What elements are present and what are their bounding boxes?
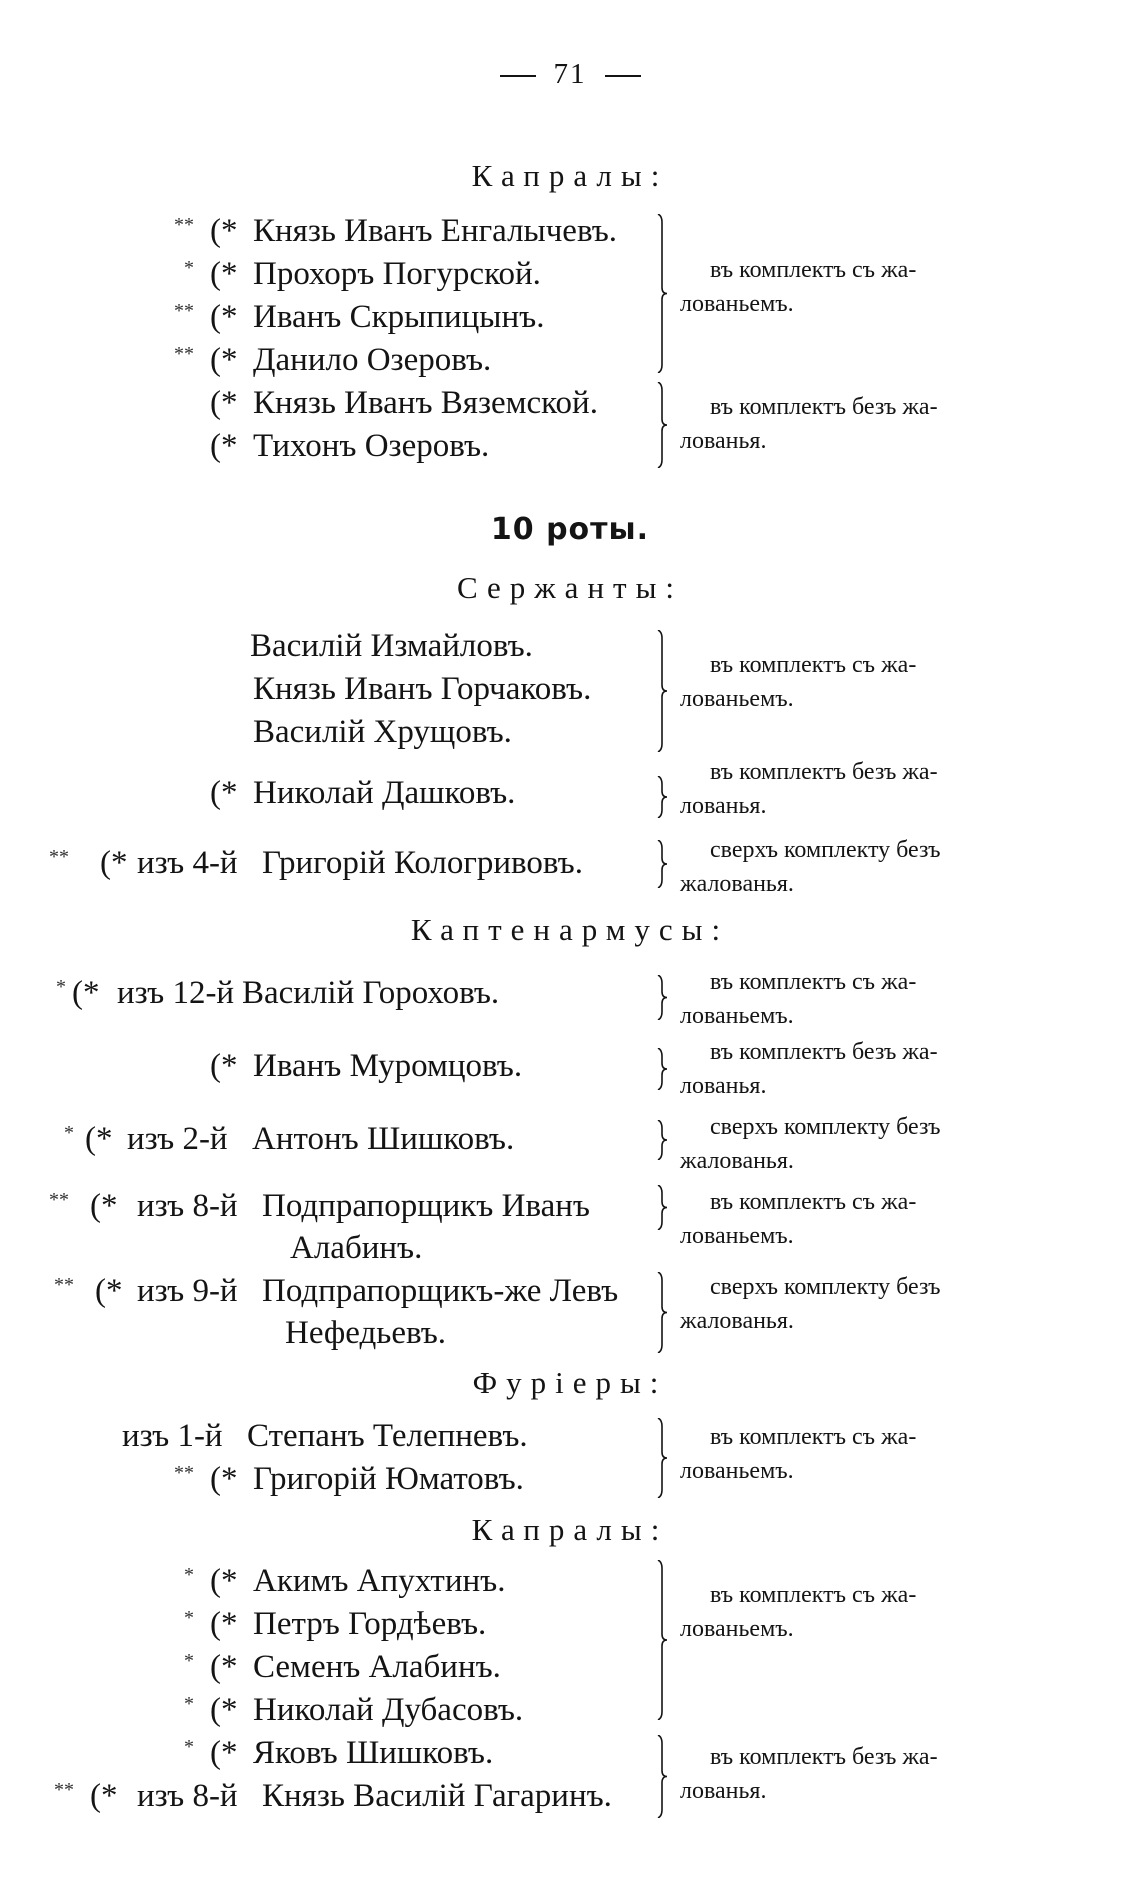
roster-row bbox=[0, 1732, 660, 1774]
curly-brace bbox=[656, 214, 668, 373]
note-line-1: въ комплектъ съ жа- bbox=[710, 1189, 917, 1215]
asterisk-mark: * bbox=[184, 1736, 194, 1758]
person-name: Григорій Юматовъ. bbox=[253, 1461, 524, 1497]
person-name: Григорій Кологривовъ. bbox=[262, 845, 583, 881]
paren-mark: (* bbox=[210, 775, 238, 811]
curly-brace bbox=[656, 975, 668, 1020]
roster-row bbox=[0, 972, 660, 1014]
paren-mark: (* bbox=[72, 975, 100, 1011]
status-note bbox=[680, 390, 938, 458]
curly-brace bbox=[656, 1418, 668, 1498]
paren-mark: (* bbox=[85, 1121, 113, 1157]
heading-kaprals-1: Капралы: bbox=[471, 158, 669, 193]
asterisk-mark: ** bbox=[54, 1779, 74, 1801]
note-line-2: лованьемъ. bbox=[680, 686, 794, 712]
person-name: Петръ Гордѣевъ. bbox=[253, 1606, 487, 1642]
status-note bbox=[680, 1420, 916, 1488]
heading-kaptenarmusy: Каптенармусы: bbox=[410, 912, 730, 947]
note-line-2: лованьемъ. bbox=[680, 1458, 794, 1484]
paren-mark: (* bbox=[210, 299, 238, 335]
roster-row bbox=[0, 1270, 660, 1312]
heading-furiery: Фуріеры: bbox=[472, 1365, 668, 1400]
roster-row bbox=[0, 1689, 660, 1731]
note-line-2: лованья. bbox=[680, 1778, 767, 1804]
asterisk-mark: * bbox=[184, 1650, 194, 1672]
note-line-2: лованьемъ. bbox=[680, 1223, 794, 1249]
person-name: Яковъ Шишковъ. bbox=[253, 1735, 494, 1771]
transfer-origin: изъ 4-й bbox=[137, 845, 238, 881]
asterisk-mark: ** bbox=[174, 1462, 194, 1484]
person-name: Степанъ Телепневъ. bbox=[247, 1418, 528, 1454]
note-line-1: въ комплектъ съ жа- bbox=[710, 1424, 917, 1450]
note-line-1: сверхъ комплекту безъ bbox=[710, 1274, 941, 1300]
status-note bbox=[680, 965, 916, 1033]
note-line-2: лованьемъ. bbox=[680, 1616, 794, 1642]
roster-row bbox=[0, 1227, 660, 1269]
curly-brace bbox=[656, 776, 668, 818]
person-name: Нефедьевъ. bbox=[285, 1315, 447, 1351]
roster-row bbox=[0, 668, 660, 710]
note-line-2: лованьемъ. bbox=[680, 1003, 794, 1029]
asterisk-mark: * bbox=[184, 1607, 194, 1629]
roster-row bbox=[0, 1775, 660, 1817]
asterisk-mark: * bbox=[184, 1564, 194, 1586]
roster-row bbox=[0, 425, 660, 467]
roster-row bbox=[0, 382, 660, 424]
person-name: Василій Хрущовъ. bbox=[253, 714, 512, 750]
roster-row bbox=[0, 1118, 660, 1160]
paren-mark: (* bbox=[210, 213, 238, 249]
note-line-1: въ комплектъ съ жа- bbox=[710, 1582, 917, 1608]
paren-mark: (* bbox=[210, 385, 238, 421]
status-note bbox=[680, 755, 938, 823]
person-name: Николай Дубасовъ. bbox=[253, 1692, 524, 1728]
roster-row bbox=[0, 210, 660, 252]
heading-serzhanty: Сержанты: bbox=[456, 570, 684, 605]
status-note bbox=[680, 1035, 938, 1103]
paren-mark: (* bbox=[210, 1048, 238, 1084]
person-name: Николай Дашковъ. bbox=[253, 775, 516, 811]
asterisk-mark: * bbox=[64, 1122, 74, 1144]
note-line-2: лованья. bbox=[680, 1073, 767, 1099]
curly-brace bbox=[656, 1272, 668, 1353]
roster-row bbox=[0, 1312, 660, 1354]
page-number-text: 71 bbox=[553, 58, 587, 90]
asterisk-mark: ** bbox=[174, 300, 194, 322]
note-line-2: лованья. bbox=[680, 793, 767, 819]
person-name: Семенъ Алабинъ. bbox=[253, 1649, 501, 1685]
person-name: Прохоръ Погурской. bbox=[253, 256, 541, 292]
note-line-1: въ комплектъ съ жа- bbox=[710, 969, 917, 995]
paren-mark: (* bbox=[210, 342, 238, 378]
paren-mark: (* bbox=[90, 1778, 118, 1814]
status-note bbox=[680, 1185, 916, 1253]
page-number bbox=[0, 58, 1140, 91]
roster-row bbox=[0, 1458, 660, 1500]
transfer-origin: изъ 8-й bbox=[137, 1778, 238, 1814]
asterisk-mark: ** bbox=[174, 343, 194, 365]
asterisk-mark: ** bbox=[49, 846, 69, 868]
person-name: Князь Иванъ Енгалычевъ. bbox=[253, 213, 618, 249]
person-name: Иванъ Скрыпицынъ. bbox=[253, 299, 545, 335]
curly-brace bbox=[656, 1185, 668, 1230]
heading-kaprals-2: Капралы: bbox=[471, 1512, 669, 1547]
asterisk-mark: * bbox=[184, 1693, 194, 1715]
transfer-origin: изъ 9-й bbox=[137, 1273, 238, 1309]
paren-mark: (* bbox=[210, 1735, 238, 1771]
person-name: Подпрапорщикъ Иванъ bbox=[262, 1188, 590, 1224]
paren-mark: (* bbox=[210, 1649, 238, 1685]
person-name: Василій Измайловъ. bbox=[250, 628, 533, 664]
person-name: Тихонъ Озеровъ. bbox=[253, 428, 490, 464]
transfer-origin: изъ 12-й bbox=[117, 975, 235, 1011]
person-name: Князь Василій Гагаринъ. bbox=[262, 1778, 612, 1814]
note-line-1: сверхъ комплекту безъ bbox=[710, 837, 941, 863]
asterisk-mark: ** bbox=[54, 1274, 74, 1296]
paren-mark: (* bbox=[210, 1461, 238, 1497]
status-note bbox=[680, 648, 916, 716]
status-note bbox=[680, 1578, 916, 1646]
status-note bbox=[680, 1740, 938, 1808]
paren-mark: (* bbox=[210, 428, 238, 464]
curly-brace bbox=[656, 1048, 668, 1090]
paren-mark: (* bbox=[95, 1273, 123, 1309]
transfer-origin: изъ 8-й bbox=[137, 1188, 238, 1224]
roster-row bbox=[0, 625, 660, 667]
note-line-2: жалованья. bbox=[680, 871, 794, 897]
asterisk-mark: ** bbox=[174, 214, 194, 236]
roster-row bbox=[0, 1185, 660, 1227]
roster-row bbox=[0, 772, 660, 814]
roster-row bbox=[0, 711, 660, 753]
person-name: Подпрапорщикъ-же Левъ bbox=[262, 1273, 619, 1309]
roster-row bbox=[0, 842, 660, 884]
person-name: Алабинъ. bbox=[290, 1230, 423, 1266]
note-line-2: лованья. bbox=[680, 428, 767, 454]
note-line-2: жалованья. bbox=[680, 1148, 794, 1174]
curly-brace bbox=[656, 840, 668, 888]
roster-row bbox=[0, 1045, 660, 1087]
person-name: Данило Озеровъ. bbox=[253, 342, 492, 378]
transfer-origin: изъ 2-й bbox=[127, 1121, 228, 1157]
roster-row bbox=[0, 339, 660, 381]
curly-brace bbox=[656, 1120, 668, 1160]
person-name: Князь Иванъ Вяземской. bbox=[253, 385, 598, 421]
asterisk-mark: * bbox=[56, 976, 66, 998]
person-name: Князь Иванъ Горчаковъ. bbox=[253, 671, 592, 707]
person-name: Акимъ Апухтинъ. bbox=[253, 1563, 506, 1599]
person-name: Василій Гороховъ. bbox=[242, 975, 500, 1011]
asterisk-mark: * bbox=[184, 257, 194, 279]
paren-mark: (* bbox=[210, 1563, 238, 1599]
status-note bbox=[680, 833, 940, 901]
person-name: Иванъ Муромцовъ. bbox=[253, 1048, 523, 1084]
curly-brace bbox=[656, 382, 668, 468]
note-line-1: въ комплектъ безъ жа- bbox=[710, 394, 938, 420]
roster-row bbox=[0, 1603, 660, 1645]
note-line-1: въ комплектъ съ жа- bbox=[710, 652, 917, 678]
paren-mark: (* bbox=[210, 1692, 238, 1728]
note-line-1: въ комплектъ безъ жа- bbox=[710, 759, 938, 785]
status-note bbox=[680, 253, 916, 321]
curly-brace bbox=[656, 1560, 668, 1720]
note-line-2: лованьемъ. bbox=[680, 291, 794, 317]
roster-row bbox=[0, 1415, 660, 1457]
curly-brace bbox=[656, 1735, 668, 1818]
transfer-origin: изъ 1-й bbox=[122, 1418, 223, 1454]
note-line-1: сверхъ комплекту безъ bbox=[710, 1114, 941, 1140]
person-name: Антонъ Шишковъ. bbox=[252, 1121, 515, 1157]
note-line-1: въ комплектъ безъ жа- bbox=[710, 1744, 938, 1770]
paren-mark: (* bbox=[210, 256, 238, 292]
note-line-1: въ комплектъ съ жа- bbox=[710, 257, 917, 283]
status-note bbox=[680, 1270, 940, 1338]
paren-mark: (* bbox=[90, 1188, 118, 1224]
company-heading: 10 роты. bbox=[490, 512, 650, 547]
asterisk-mark: ** bbox=[49, 1189, 69, 1211]
roster-row bbox=[0, 296, 660, 338]
curly-brace bbox=[656, 630, 668, 752]
paren-mark: (* bbox=[100, 845, 128, 881]
roster-row bbox=[0, 1646, 660, 1688]
paren-mark: (* bbox=[210, 1606, 238, 1642]
roster-row bbox=[0, 253, 660, 295]
roster-row bbox=[0, 1560, 660, 1602]
note-line-1: въ комплектъ безъ жа- bbox=[710, 1039, 938, 1065]
note-line-2: жалованья. bbox=[680, 1308, 794, 1334]
status-note bbox=[680, 1110, 940, 1178]
